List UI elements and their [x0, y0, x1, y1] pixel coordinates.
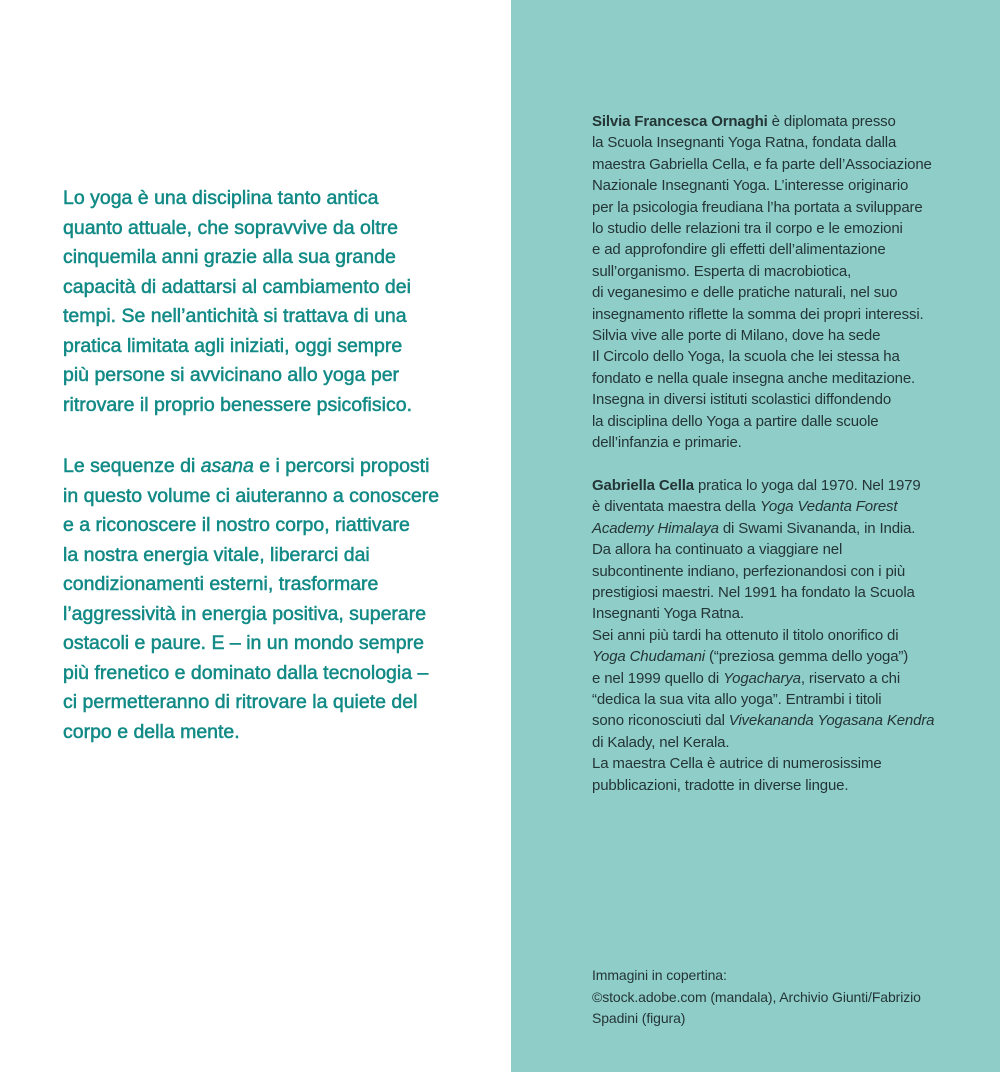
text-segment: Nazionale Insegnanti Yoga. L’interesse originario	[592, 177, 909, 195]
text-segment: Insegnanti Yoga Ratna.	[592, 605, 744, 623]
text-segment: pratica lo yoga dal 1970. Nel 1979	[693, 477, 921, 494]
text-segment: Gabriella Cella	[592, 477, 694, 494]
text-segment: Insegna in diversi istituti scolastici diffondendo	[592, 391, 892, 409]
text-segment: ostacoli e paure. E – in un mondo sempre	[63, 632, 424, 654]
text-segment: ©stock.adobe.com (mandala), Archivio Giunti/Fabrizio	[592, 988, 921, 1005]
intro-paragraph-yoga-discipline	[63, 184, 412, 420]
text-segment: più frenetico e dominato dalla tecnologia –	[63, 661, 429, 684]
text-segment: l’aggressività in energia positiva, superare	[63, 602, 427, 625]
text-segment: quanto attuale, che sopravvive da oltre	[63, 216, 398, 239]
text-segment: Yogacharya	[723, 669, 801, 687]
text-segment: insegnamento riflette la somma dei propri interessi.	[592, 305, 924, 323]
text-segment: fondato e nella quale insegna anche meditazione.	[592, 369, 916, 387]
text-segment: di Kalady, nel Kerala.	[592, 733, 730, 751]
text-segment: , riservato a chi	[800, 669, 901, 687]
text-segment: è diplomata presso	[767, 113, 896, 130]
text-segment: condizionamenti esterni, trasformare	[63, 573, 379, 595]
text-segment: Immagini in copertina:	[592, 967, 727, 983]
text-segment: maestra Gabriella Cella, e fa parte dell’Associazione	[592, 155, 932, 173]
text-segment: e i percorsi proposti	[253, 455, 430, 477]
text-segment: prestigiosi maestri. Nel 1991 ha fondato la Scuola	[592, 584, 915, 602]
text-segment: sull’organismo. Esperta di macrobiotica,	[592, 262, 852, 280]
text-segment: “dedica la sua vita allo yoga”. Entrambi i titoli	[592, 691, 882, 709]
text-segment: pubblicazioni, tradotte in diverse lingue.	[592, 776, 849, 794]
text-segment: Le sequenze di	[63, 455, 201, 477]
text-segment: Lo yoga è una disciplina tanto antica	[63, 187, 379, 209]
text-segment: tempi. Se nell’antichità si trattava di una	[63, 305, 407, 327]
text-segment: ci permetteranno di ritrovare la quiete del	[63, 691, 418, 713]
text-segment: Academy Himalaya	[592, 519, 719, 537]
text-segment: Da allora ha continuato a viaggiare nel	[592, 541, 843, 559]
text-segment: e nel 1999 quello di	[592, 669, 724, 687]
text-segment: in questo volume ci aiuteranno a conoscere	[63, 484, 440, 507]
text-segment: per la psicologia freudiana l’ha portata a sviluppare	[592, 198, 923, 216]
text-segment: Spadini (figura)	[592, 1010, 686, 1026]
text-segment: cinquemila anni grazie alla sua grande	[63, 246, 396, 268]
text-segment: corpo e della mente.	[63, 720, 240, 743]
text-segment: Yoga Chudamani	[592, 648, 705, 666]
text-segment: Vivekananda Yogasana Kendra	[728, 712, 935, 730]
text-segment: sono riconosciuti dal	[592, 712, 729, 730]
right-flap-panel	[511, 0, 1000, 1072]
text-segment: di Swami Sivananda, in India.	[718, 519, 916, 537]
text-segment: ritrovare il proprio benessere psicofisico.	[63, 393, 412, 416]
text-segment: più persone si avvicinano allo yoga per	[63, 364, 400, 386]
text-segment: Silvia vive alle porte di Milano, dove ha sede	[592, 327, 881, 345]
text-segment: La maestra Cella è autrice di numerosissime	[592, 755, 882, 773]
text-segment: la Scuola Insegnanti Yoga Ratna, fondata dalla	[592, 134, 897, 152]
text-segment: Sei anni più tardi ha ottenuto il titolo onorifico di	[592, 626, 899, 644]
text-segment: subcontinente indiano, perfezionandosi con i più	[592, 562, 906, 580]
text-segment: di veganesimo e delle pratiche naturali, nel suo	[592, 284, 898, 302]
text-segment: asana	[200, 455, 254, 477]
text-segment: Silvia Francesca Ornaghi	[592, 113, 768, 130]
text-segment: Yoga Vedanta Forest	[759, 498, 898, 516]
text-segment: Il Circolo dello Yoga, la scuola che lei stessa ha	[592, 348, 900, 366]
text-segment: lo studio delle relazioni tra il corpo e le emozioni	[592, 220, 903, 238]
text-segment: capacità di adattarsi al cambiamento dei	[63, 275, 411, 298]
text-segment: è diventata maestra della	[592, 498, 760, 516]
cover-image-credits	[592, 965, 921, 1030]
text-segment: e a riconoscere il nostro corpo, riattivare	[63, 514, 410, 536]
text-segment: (“preziosa gemma dello yoga”)	[705, 648, 909, 666]
text-segment: la nostra energia vitale, liberarci dai	[63, 543, 370, 566]
author-bio-silvia-ornaghi	[592, 111, 932, 454]
text-segment: pratica limitata agli iniziati, oggi sempre	[63, 334, 403, 357]
text-segment: dell’infanzia e primarie.	[592, 434, 742, 452]
author-bio-gabriella-cella	[592, 475, 934, 796]
text-segment: e ad approfondire gli effetti dell’alimentazione	[592, 241, 886, 259]
text-segment: la disciplina dello Yoga a partire dalle scuole	[592, 412, 879, 430]
intro-paragraph-asana-sequences	[63, 452, 439, 747]
